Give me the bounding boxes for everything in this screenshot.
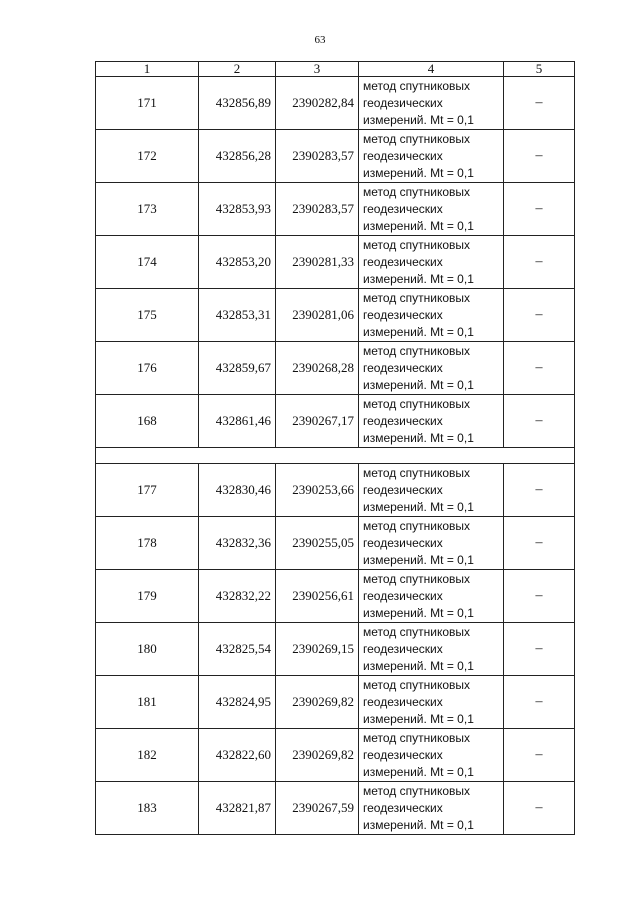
separator-row bbox=[96, 448, 575, 464]
point-number: 177 bbox=[96, 464, 199, 517]
method-line: метод спутниковых bbox=[363, 184, 471, 199]
point-number: 180 bbox=[96, 623, 199, 676]
point-number: 174 bbox=[96, 236, 199, 289]
empty-dash: – bbox=[504, 729, 575, 782]
method-line: измерений. Mt = 0,1 bbox=[363, 552, 474, 567]
separator-cell bbox=[96, 448, 575, 464]
method-line: геодезических bbox=[363, 254, 443, 269]
method-description bbox=[359, 517, 504, 570]
method-line: геодезических bbox=[363, 588, 443, 603]
method-line: метод спутниковых bbox=[363, 518, 471, 533]
method-description bbox=[359, 77, 504, 130]
empty-dash: – bbox=[504, 517, 575, 570]
coord-y: 2390269,82 bbox=[276, 729, 359, 782]
coord-x: 432830,46 bbox=[199, 464, 276, 517]
method-description bbox=[359, 570, 504, 623]
coordinates-table bbox=[95, 61, 575, 835]
method-line: геодезических bbox=[363, 360, 443, 375]
empty-dash: – bbox=[504, 289, 575, 342]
table-header-row bbox=[96, 62, 575, 77]
coord-x: 432861,46 bbox=[199, 395, 276, 448]
coord-y: 2390256,61 bbox=[276, 570, 359, 623]
method-line: измерений. Mt = 0,1 bbox=[363, 605, 474, 620]
method-description bbox=[359, 289, 504, 342]
point-number: 176 bbox=[96, 342, 199, 395]
method-line: метод спутниковых bbox=[363, 783, 471, 798]
coord-x: 432853,20 bbox=[199, 236, 276, 289]
coord-y: 2390283,57 bbox=[276, 130, 359, 183]
table-row bbox=[96, 130, 575, 183]
method-line: измерений. Mt = 0,1 bbox=[363, 377, 474, 392]
page-number: 63 bbox=[314, 34, 326, 46]
table-row bbox=[96, 464, 575, 517]
method-description bbox=[359, 464, 504, 517]
table-row bbox=[96, 395, 575, 448]
method-description bbox=[359, 676, 504, 729]
table-row bbox=[96, 289, 575, 342]
table-row bbox=[96, 342, 575, 395]
coord-y: 2390281,33 bbox=[276, 236, 359, 289]
empty-dash: – bbox=[504, 395, 575, 448]
header-col-5: 5 bbox=[504, 62, 575, 77]
method-line: измерений. Mt = 0,1 bbox=[363, 430, 474, 445]
table-row bbox=[96, 623, 575, 676]
coord-x: 432856,28 bbox=[199, 130, 276, 183]
table-row bbox=[96, 676, 575, 729]
point-number: 172 bbox=[96, 130, 199, 183]
method-line: метод спутниковых bbox=[363, 730, 471, 745]
table-row bbox=[96, 77, 575, 130]
method-description bbox=[359, 236, 504, 289]
coord-x: 432853,93 bbox=[199, 183, 276, 236]
table-row bbox=[96, 782, 575, 835]
empty-dash: – bbox=[504, 236, 575, 289]
point-number: 179 bbox=[96, 570, 199, 623]
method-line: измерений. Mt = 0,1 bbox=[363, 165, 474, 180]
table-row bbox=[96, 183, 575, 236]
method-line: геодезических bbox=[363, 413, 443, 428]
point-number: 178 bbox=[96, 517, 199, 570]
table-row bbox=[96, 517, 575, 570]
point-number: 175 bbox=[96, 289, 199, 342]
coord-y: 2390255,05 bbox=[276, 517, 359, 570]
empty-dash: – bbox=[504, 342, 575, 395]
header-col-3: 3 bbox=[276, 62, 359, 77]
method-line: метод спутниковых bbox=[363, 343, 471, 358]
coord-y: 2390282,84 bbox=[276, 77, 359, 130]
empty-dash: – bbox=[504, 183, 575, 236]
empty-dash: – bbox=[504, 676, 575, 729]
point-number: 183 bbox=[96, 782, 199, 835]
method-description bbox=[359, 342, 504, 395]
header-col-4: 4 bbox=[359, 62, 504, 77]
coord-y: 2390267,59 bbox=[276, 782, 359, 835]
coord-x: 432832,36 bbox=[199, 517, 276, 570]
header-col-2: 2 bbox=[199, 62, 276, 77]
method-line: метод спутниковых bbox=[363, 131, 471, 146]
coord-x: 432832,22 bbox=[199, 570, 276, 623]
method-description bbox=[359, 729, 504, 782]
method-line: геодезических bbox=[363, 641, 443, 656]
method-line: метод спутниковых bbox=[363, 465, 471, 480]
method-line: геодезических bbox=[363, 747, 443, 762]
method-line: метод спутниковых bbox=[363, 237, 471, 252]
method-line: измерений. Mt = 0,1 bbox=[363, 112, 474, 127]
method-line: измерений. Mt = 0,1 bbox=[363, 711, 474, 726]
coord-x: 432853,31 bbox=[199, 289, 276, 342]
point-number: 181 bbox=[96, 676, 199, 729]
coord-x: 432824,95 bbox=[199, 676, 276, 729]
method-description bbox=[359, 183, 504, 236]
table-row bbox=[96, 236, 575, 289]
empty-dash: – bbox=[504, 782, 575, 835]
method-line: геодезических bbox=[363, 482, 443, 497]
coord-y: 2390253,66 bbox=[276, 464, 359, 517]
table-row bbox=[96, 729, 575, 782]
point-number: 173 bbox=[96, 183, 199, 236]
method-line: метод спутниковых bbox=[363, 290, 471, 305]
method-line: измерений. Mt = 0,1 bbox=[363, 499, 474, 514]
method-line: геодезических bbox=[363, 800, 443, 815]
method-line: измерений. Mt = 0,1 bbox=[363, 324, 474, 339]
method-description bbox=[359, 782, 504, 835]
method-line: геодезических bbox=[363, 535, 443, 550]
method-line: геодезических bbox=[363, 201, 443, 216]
method-line: метод спутниковых bbox=[363, 677, 471, 692]
method-line: измерений. Mt = 0,1 bbox=[363, 271, 474, 286]
point-number: 182 bbox=[96, 729, 199, 782]
coord-x: 432856,89 bbox=[199, 77, 276, 130]
empty-dash: – bbox=[504, 570, 575, 623]
coord-x: 432822,60 bbox=[199, 729, 276, 782]
empty-dash: – bbox=[504, 130, 575, 183]
coord-x: 432859,67 bbox=[199, 342, 276, 395]
table-row bbox=[96, 570, 575, 623]
empty-dash: – bbox=[504, 464, 575, 517]
method-line: геодезических bbox=[363, 694, 443, 709]
table-body bbox=[96, 77, 575, 835]
method-line: геодезических bbox=[363, 95, 443, 110]
header-col-1: 1 bbox=[96, 62, 199, 77]
method-description bbox=[359, 395, 504, 448]
method-description bbox=[359, 623, 504, 676]
coord-y: 2390281,06 bbox=[276, 289, 359, 342]
coord-x: 432825,54 bbox=[199, 623, 276, 676]
method-line: геодезических bbox=[363, 307, 443, 322]
point-number: 171 bbox=[96, 77, 199, 130]
method-line: метод спутниковых bbox=[363, 396, 471, 411]
method-line: метод спутниковых bbox=[363, 78, 471, 93]
coord-x: 432821,87 bbox=[199, 782, 276, 835]
method-line: измерений. Mt = 0,1 bbox=[363, 658, 474, 673]
coord-y: 2390283,57 bbox=[276, 183, 359, 236]
method-line: измерений. Mt = 0,1 bbox=[363, 218, 474, 233]
method-description bbox=[359, 130, 504, 183]
empty-dash: – bbox=[504, 77, 575, 130]
method-line: метод спутниковых bbox=[363, 624, 471, 639]
method-line: измерений. Mt = 0,1 bbox=[363, 764, 474, 779]
coord-y: 2390269,82 bbox=[276, 676, 359, 729]
coord-y: 2390268,28 bbox=[276, 342, 359, 395]
method-line: метод спутниковых bbox=[363, 571, 471, 586]
method-line: геодезических bbox=[363, 148, 443, 163]
method-line: измерений. Mt = 0,1 bbox=[363, 817, 474, 832]
coord-y: 2390267,17 bbox=[276, 395, 359, 448]
coord-y: 2390269,15 bbox=[276, 623, 359, 676]
point-number: 168 bbox=[96, 395, 199, 448]
empty-dash: – bbox=[504, 623, 575, 676]
